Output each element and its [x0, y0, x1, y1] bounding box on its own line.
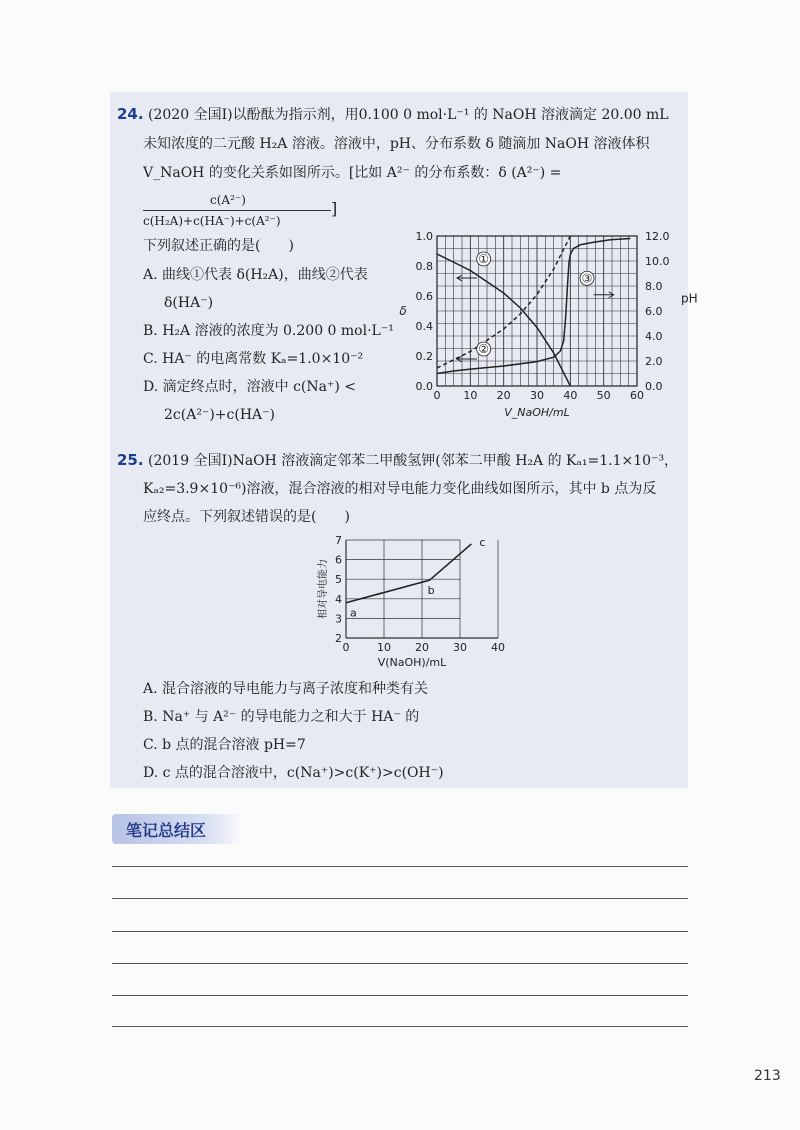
q24-number: 24. [117, 105, 144, 123]
y-tick-label: 2 [335, 632, 342, 645]
q25-line1 [117, 450, 678, 471]
q24-text-line2: 未知浓度的二元酸 H₂A 溶液。溶液中，pH、分布系数 δ 随滴加 NaOH 溶液体积 [143, 136, 650, 152]
x-tick-label: 0 [342, 641, 350, 654]
y-left-tick-label: 0.2 [415, 350, 433, 363]
point-label-a: a [350, 606, 357, 620]
notes-title: 笔记总结区 [126, 821, 207, 840]
conductivity-line [346, 544, 471, 603]
note-line[interactable] [112, 931, 688, 932]
y-left-tick-label: 0.0 [415, 380, 433, 393]
y-right-axis-label: pH [681, 291, 698, 306]
x-tick-label: 30 [453, 641, 467, 654]
x-tick-label: 20 [415, 641, 429, 654]
q25-option-a[interactable]: A. 混合溶液的导电能力与离子浓度和种类有关 [143, 681, 429, 697]
q24-option-a-line1[interactable]: A. 曲线①代表 δ(H₂A)，曲线②代表 [143, 267, 368, 283]
y-right-tick-label: 12.0 [645, 230, 670, 243]
y-right-tick-label: 0.0 [645, 380, 663, 393]
x-tick-label: 0 [433, 389, 441, 402]
note-line[interactable] [112, 995, 688, 996]
y-tick-label: 3 [335, 612, 342, 626]
q25-text-line1: (2019 全国Ⅰ)NaOH 溶液滴定邻苯二甲酸氢钾(邻苯二甲酸 H₂A 的 Kₐ₁=1.1×10⁻³， [148, 453, 679, 469]
y-right-tick-label: 4.0 [645, 330, 663, 343]
x-axis-label: V(NaOH)/mL [377, 656, 447, 669]
point-label-c: c [479, 535, 486, 549]
y-tick-label: 6 [335, 553, 342, 567]
y-left-tick-label: 1.0 [415, 230, 433, 243]
y-tick-label: 4 [335, 592, 342, 606]
q25-number: 25. [117, 451, 144, 469]
x-tick-label: 10 [463, 389, 478, 402]
curve-label-1: ① [478, 252, 490, 266]
q25-option-c[interactable]: C. b 点的混合溶液 pH=7 [143, 737, 306, 753]
y-tick-label: 7 [335, 534, 342, 547]
note-line[interactable] [112, 898, 688, 899]
note-line[interactable] [112, 866, 688, 867]
x-tick-label: 60 [630, 389, 644, 402]
y-left-axis-label: δ [399, 304, 407, 318]
y-right-tick-label: 8.0 [645, 280, 663, 293]
y-tick-label: 5 [335, 573, 342, 587]
q25-conductivity-chart [312, 530, 522, 670]
y-right-tick-label: 2.0 [645, 355, 663, 368]
q24-prompt: 下列叙述正确的是( ) [143, 238, 294, 254]
note-line[interactable] [112, 1026, 688, 1027]
q24-fraction-numerator: c(A²⁻) [210, 193, 246, 207]
q24-titration-chart [395, 228, 698, 424]
q24-option-c[interactable]: C. HA⁻ 的电离常数 Kₐ=1.0×10⁻² [143, 351, 364, 367]
page-number: 213 [754, 1068, 781, 1084]
y-left-tick-label: 0.6 [415, 290, 433, 303]
y-right-tick-label: 10.0 [645, 255, 670, 268]
q24-option-d-line1[interactable]: D. 滴定终点时，溶液中 c(Na⁺) < [143, 379, 357, 395]
q25-option-d[interactable]: D. c 点的混合溶液中，c(Na⁺)>c(K⁺)>c(OH⁻) [143, 765, 444, 781]
x-tick-label: 10 [377, 641, 391, 654]
y-right-tick-label: 6.0 [645, 305, 663, 318]
q24-text-line3: V_NaOH 的变化关系如图所示。[比如 A²⁻ 的分布系数：δ (A²⁻) = [143, 165, 562, 181]
x-tick-label: 20 [496, 389, 511, 402]
curve-label-3: ③ [581, 271, 593, 286]
q24-line1 [117, 104, 669, 125]
y-left-tick-label: 0.4 [415, 320, 433, 333]
notes-title-banner [112, 814, 244, 844]
point-label-b: b [427, 584, 435, 598]
x-tick-label: 40 [491, 641, 505, 654]
x-axis-label: V_NaOH/mL [504, 406, 570, 419]
q25-text-line2: Kₐ₂=3.9×10⁻⁶)溶液，混合溶液的相对导电能力变化曲线如图所示，其中 b 点为反 [143, 481, 657, 497]
q24-option-b[interactable]: B. H₂A 溶液的浓度为 0.200 0 mol·L⁻¹ [143, 323, 394, 339]
q24-text-line1: (2020 全国Ⅰ)以酚酞为指示剂，用0.100 0 mol·L⁻¹ 的 NaOH 溶液滴定 20.00 mL [148, 107, 669, 123]
y-left-tick-label: 0.8 [415, 260, 433, 273]
note-line[interactable] [112, 963, 688, 964]
q24-option-d-line2[interactable]: 2c(A²⁻)+c(HA⁻) [164, 407, 275, 423]
curve-label-2: ② [478, 342, 490, 356]
y-axis-label: 相对导电能力 [318, 559, 329, 619]
q25-text-line3: 应终点。下列叙述错误的是( ) [143, 509, 350, 525]
series-line-③ [437, 239, 630, 374]
x-tick-label: 50 [596, 389, 611, 402]
q24-fraction-bracket: ] [331, 199, 338, 218]
x-tick-label: 40 [563, 389, 578, 402]
q24-fraction-denominator: c(H₂A)+c(HA⁻)+c(A²⁻) [143, 214, 281, 228]
x-tick-label: 30 [530, 389, 544, 402]
q25-option-b[interactable]: B. Na⁺ 与 A²⁻ 的导电能力之和大于 HA⁻ 的 [143, 709, 420, 725]
q24-option-a-line2[interactable]: δ(HA⁻) [164, 295, 214, 311]
